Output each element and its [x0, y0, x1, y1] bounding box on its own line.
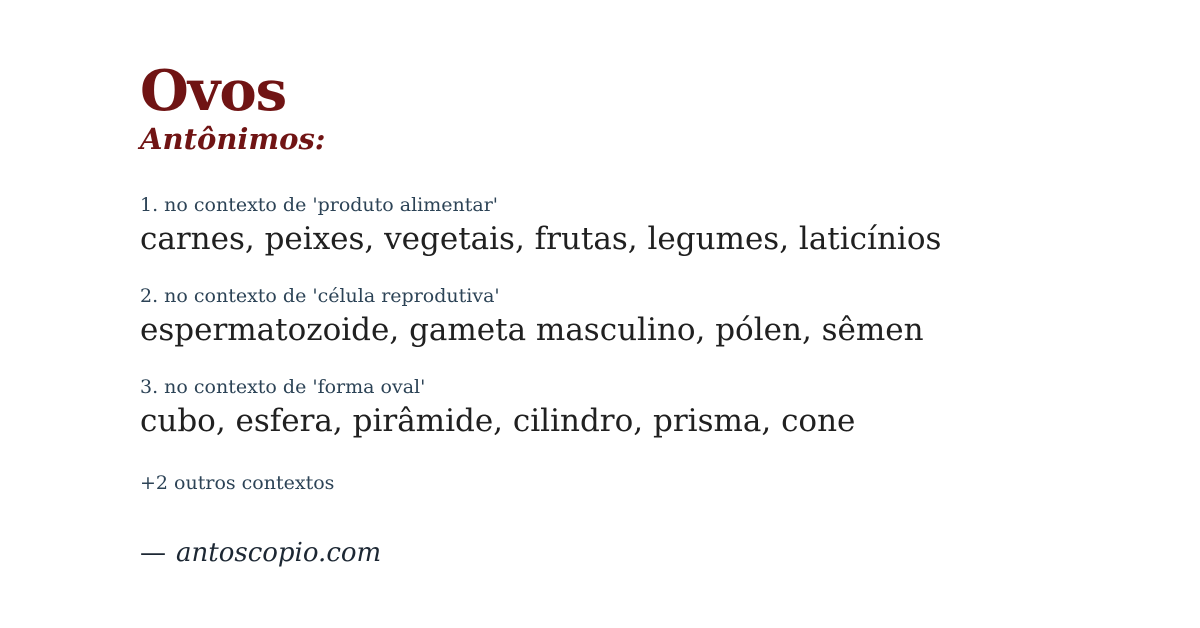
- attribution: [140, 538, 1160, 569]
- attribution-source: antoscopio.com: [176, 537, 382, 568]
- attribution-dash: —: [140, 537, 166, 568]
- context-label-3: 3. no contexto de 'forma oval': [140, 376, 426, 399]
- antonyms-list-3: cubo, esfera, pirâmide, cilindro, prisma, cone: [140, 402, 856, 439]
- context-block-3: [140, 376, 1160, 440]
- antonyms-heading: Antônimos:: [140, 121, 326, 156]
- more-contexts-link[interactable]: +2 outros contextos: [140, 471, 335, 494]
- antonyms-list-1: carnes, peixes, vegetais, frutas, legumes, laticínios: [140, 220, 942, 257]
- antonyms-list-2: espermatozoide, gameta masculino, pólen, sêmen: [140, 311, 924, 348]
- context-block-1: [140, 194, 1160, 258]
- context-label-2: 2. no contexto de 'célula reprodutiva': [140, 285, 500, 308]
- context-label-1: 1. no contexto de 'produto alimentar': [140, 194, 499, 217]
- context-block-2: [140, 285, 1160, 349]
- word-title: Ovos: [140, 58, 287, 124]
